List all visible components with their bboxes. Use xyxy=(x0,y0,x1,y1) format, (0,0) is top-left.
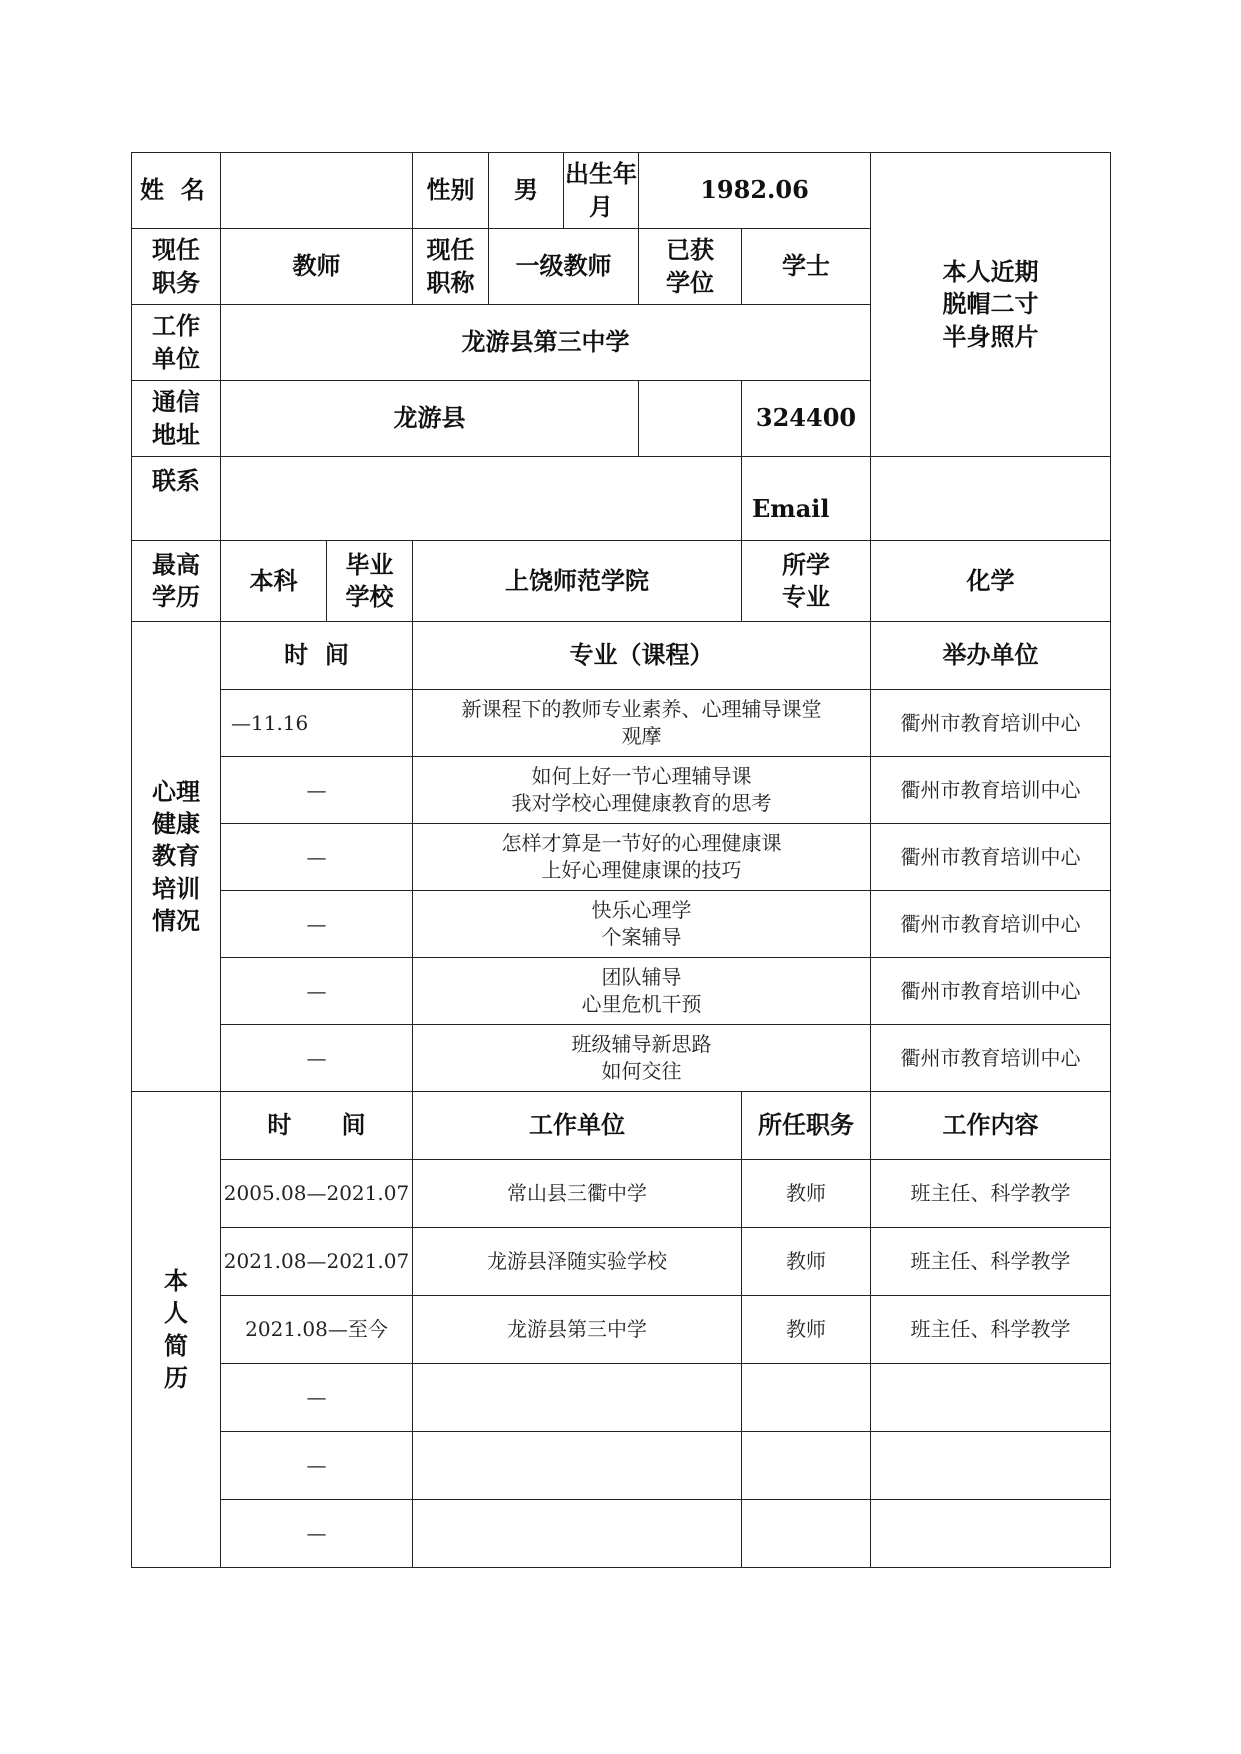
birth-value[interactable]: 1982.06 xyxy=(639,153,871,229)
training-time[interactable]: — xyxy=(221,1025,413,1092)
resume-content[interactable]: 班主任、科学教学 xyxy=(871,1160,1111,1228)
training-course[interactable]: 怎样才算是一节好的心理健康课 上好心理健康课的技巧 xyxy=(413,824,871,891)
training-course[interactable]: 班级辅导新思路 如何交往 xyxy=(413,1025,871,1092)
teacher-info-form xyxy=(131,152,1111,1568)
postcode-label xyxy=(639,381,742,457)
training-course[interactable]: 如何上好一节心理辅导课 我对学校心理健康教育的思考 xyxy=(413,757,871,824)
resume-content[interactable] xyxy=(871,1500,1111,1568)
resume-position[interactable]: 教师 xyxy=(742,1160,871,1228)
workplace-value[interactable]: 龙游县第三中学 xyxy=(221,305,871,381)
training-section-label: 心理 健康 教育 培训 情况 xyxy=(132,622,221,1092)
resume-position[interactable]: 教师 xyxy=(742,1296,871,1364)
contact-label: 联系 xyxy=(132,457,221,541)
resume-workplace[interactable]: 龙游县泽随实验学校 xyxy=(413,1228,742,1296)
resume-section-label: 本 人 简 历 xyxy=(132,1092,221,1568)
training-org[interactable]: 衢州市教育培训中心 xyxy=(871,1025,1111,1092)
training-row xyxy=(132,958,1111,1025)
resume-time[interactable]: 2021.08—2021.07 xyxy=(221,1228,413,1296)
resume-time[interactable]: 2021.08—至今 xyxy=(221,1296,413,1364)
training-course[interactable]: 快乐心理学 个案辅导 xyxy=(413,891,871,958)
resume-row xyxy=(132,1500,1111,1568)
position-value[interactable]: 教师 xyxy=(221,229,413,305)
resume-time[interactable]: — xyxy=(221,1364,413,1432)
resume-workplace[interactable] xyxy=(413,1364,742,1432)
resume-row xyxy=(132,1296,1111,1364)
resume-time[interactable]: 2005.08—2021.07 xyxy=(221,1160,413,1228)
training-row xyxy=(132,824,1111,891)
gender-value[interactable]: 男 xyxy=(489,153,564,229)
resume-header-workplace: 工作单位 xyxy=(413,1092,742,1160)
resume-position[interactable] xyxy=(742,1500,871,1568)
resume-workplace[interactable] xyxy=(413,1432,742,1500)
email-label: Email xyxy=(742,457,871,541)
email-value[interactable] xyxy=(871,457,1111,541)
resume-header-time: 时 间 xyxy=(221,1092,413,1160)
training-org[interactable]: 衢州市教育培训中心 xyxy=(871,824,1111,891)
degree-label: 已获 学位 xyxy=(639,229,742,305)
resume-header-position: 所任职务 xyxy=(742,1092,871,1160)
training-course[interactable]: 团队辅导 心里危机干预 xyxy=(413,958,871,1025)
birth-label: 出生年 月 xyxy=(564,153,639,229)
training-row xyxy=(132,690,1111,757)
workplace-label: 工作 单位 xyxy=(132,305,221,381)
postcode-value[interactable]: 324400 xyxy=(742,381,871,457)
resume-content[interactable] xyxy=(871,1432,1111,1500)
resume-workplace[interactable]: 龙游县第三中学 xyxy=(413,1296,742,1364)
training-time[interactable]: — xyxy=(221,891,413,958)
training-header-course: 专业（课程） xyxy=(413,622,871,690)
school-value[interactable]: 上饶师范学院 xyxy=(413,541,742,622)
training-row xyxy=(132,757,1111,824)
resume-position[interactable] xyxy=(742,1432,871,1500)
contact-value[interactable] xyxy=(221,457,742,541)
title-label: 现任 职称 xyxy=(413,229,489,305)
resume-header-content: 工作内容 xyxy=(871,1092,1111,1160)
resume-content[interactable]: 班主任、科学教学 xyxy=(871,1228,1111,1296)
training-org[interactable]: 衢州市教育培训中心 xyxy=(871,958,1111,1025)
resume-workplace[interactable] xyxy=(413,1500,742,1568)
training-org[interactable]: 衢州市教育培训中心 xyxy=(871,690,1111,757)
training-row xyxy=(132,1025,1111,1092)
major-label: 所学 专业 xyxy=(742,541,871,622)
resume-workplace[interactable]: 常山县三衢中学 xyxy=(413,1160,742,1228)
training-header-org: 举办单位 xyxy=(871,622,1111,690)
resume-row xyxy=(132,1364,1111,1432)
education-value[interactable]: 本科 xyxy=(221,541,327,622)
school-label: 毕业 学校 xyxy=(327,541,413,622)
training-row xyxy=(132,891,1111,958)
training-time[interactable]: — xyxy=(221,757,413,824)
degree-value[interactable]: 学士 xyxy=(742,229,871,305)
training-time[interactable]: — xyxy=(221,958,413,1025)
position-label: 现任 职务 xyxy=(132,229,221,305)
education-label: 最高 学历 xyxy=(132,541,221,622)
resume-row xyxy=(132,1160,1111,1228)
resume-position[interactable]: 教师 xyxy=(742,1228,871,1296)
resume-row xyxy=(132,1228,1111,1296)
address-label: 通信 地址 xyxy=(132,381,221,457)
training-course[interactable]: 新课程下的教师专业素养、心理辅导课堂 观摩 xyxy=(413,690,871,757)
training-org[interactable]: 衢州市教育培训中心 xyxy=(871,757,1111,824)
training-time[interactable]: — xyxy=(221,824,413,891)
name-value[interactable] xyxy=(221,153,413,229)
resume-content[interactable] xyxy=(871,1364,1111,1432)
address-value[interactable]: 龙游县 xyxy=(221,381,639,457)
training-time[interactable]: —11.16 xyxy=(221,690,413,757)
training-org[interactable]: 衢州市教育培训中心 xyxy=(871,891,1111,958)
resume-time[interactable]: — xyxy=(221,1432,413,1500)
resume-time[interactable]: — xyxy=(221,1500,413,1568)
resume-row xyxy=(132,1432,1111,1500)
gender-label: 性别 xyxy=(413,153,489,229)
title-value[interactable]: 一级教师 xyxy=(489,229,639,305)
training-header-time: 时 间 xyxy=(221,622,413,690)
photo-placeholder: 本人近期 脱帽二寸 半身照片 xyxy=(871,153,1111,457)
major-value[interactable]: 化学 xyxy=(871,541,1111,622)
resume-position[interactable] xyxy=(742,1364,871,1432)
name-label: 姓 名 xyxy=(132,153,221,229)
resume-content[interactable]: 班主任、科学教学 xyxy=(871,1296,1111,1364)
